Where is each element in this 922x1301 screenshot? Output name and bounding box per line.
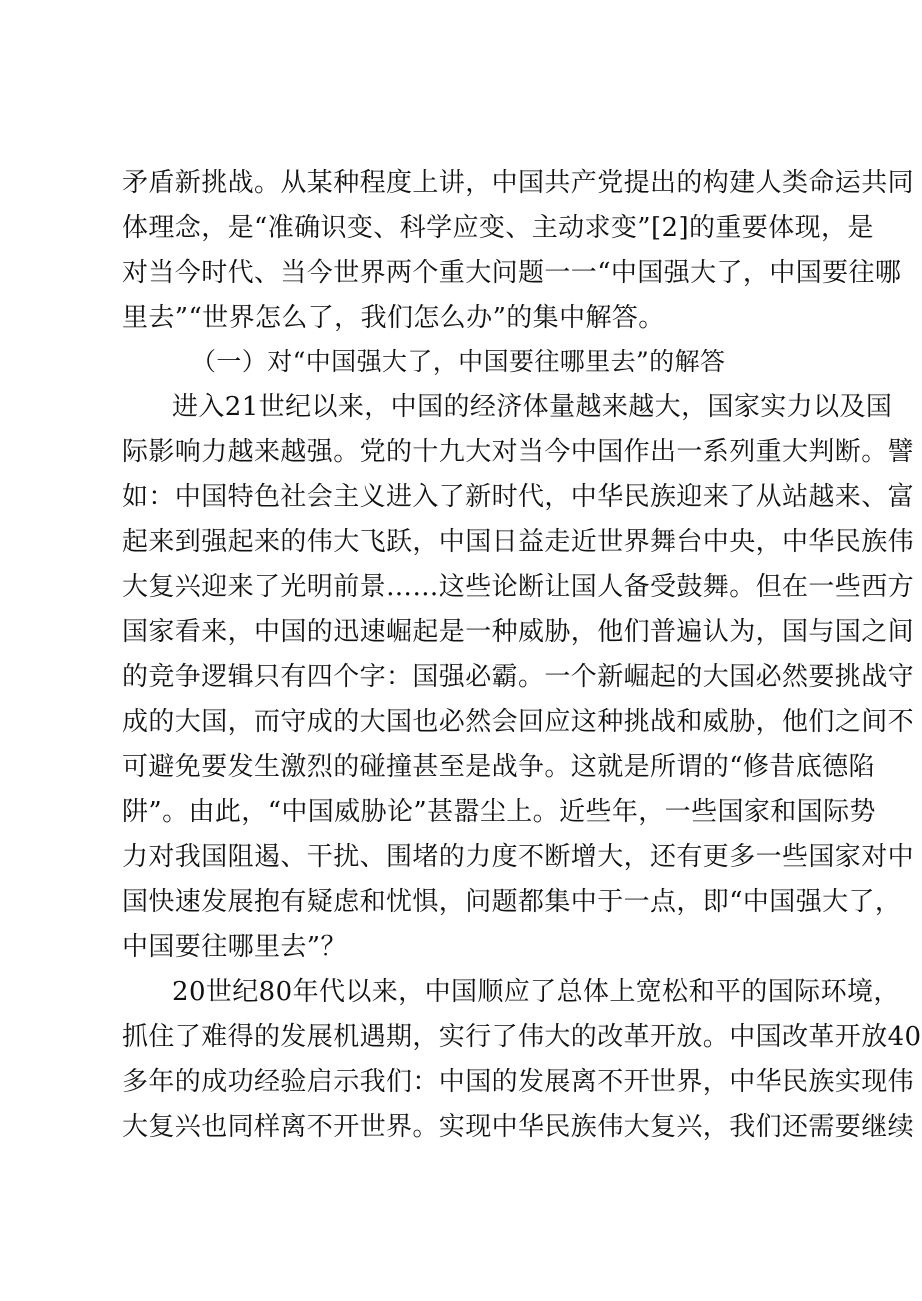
text-line-21: 多年的成功经验启示我们：中国的发展离不开世界，中华民族实现伟 <box>122 1067 915 1097</box>
text-line-20: 抓住了难得的发展机遇期，实行了伟大的改革开放。中国改革开放40 <box>122 1022 922 1052</box>
text-line-13: 成的大国，而守成的大国也必然会回应这种挑战和威胁，他们之间不 <box>122 707 915 737</box>
text-line-12: 的竞争逻辑只有四个字：国强必霸。一个新崛起的大国必然要挑战守 <box>122 662 915 692</box>
text-line-7: 际影响力越来越强。党的十九大对当今中国作出一系列重大判断。譬 <box>122 437 915 467</box>
text-line-1: 矛盾新挑战。从某种程度上讲，中国共产党提出的构建人类命运共同 <box>122 168 915 198</box>
text-line-18: 中国要往哪里去”？ <box>122 932 347 962</box>
text-line-9: 起来到强起来的伟大飞跃，中国日益走近世界舞台中央，中华民族伟 <box>122 527 915 557</box>
text-line-14: 可避免要发生激烈的碰撞甚至是战争。这就是所谓的“修昔底德陷 <box>122 752 875 782</box>
text-line-3: 对当今时代、当今世界两个重大问题一一“中国强大了，中国要往哪 <box>122 258 902 288</box>
text-line-2: 体理念，是“准确识变、科学应变、主动求变”[2]的重要体现，是 <box>122 213 874 243</box>
text-line-4: 里去”“世界怎么了，我们怎么办”的集中解答。 <box>122 303 665 333</box>
text-line-15: 阱”。由此，“中国威胁论”甚嚣尘上。近些年，一些国家和国际势 <box>122 797 876 827</box>
text-line-16: 力对我国阻遏、干扰、围堵的力度不断增大，还有更多一些国家对中 <box>122 842 915 872</box>
text-line-22: 大复兴也同样离不开世界。实现中华民族伟大复兴，我们还需要继续 <box>122 1112 915 1142</box>
text-line-11: 国家看来，中国的迅速崛起是一种威胁，他们普遍认为，国与国之间 <box>122 617 915 647</box>
section-heading: （一）对“中国强大了，中国要往哪里去”的解答 <box>191 347 726 376</box>
text-line-6: 进入21世纪以来，中国的经济体量越来越大，国家实力以及国 <box>172 392 893 422</box>
text-line-8: 如：中国特色社会主义进入了新时代，中华民族迎来了从站越来、富 <box>122 482 915 512</box>
text-line-10: 大复兴迎来了光明前景……这些论断让国人备受鼓舞。但在一些西方 <box>122 572 915 602</box>
text-line-17: 国快速发展抱有疑虑和忧惧，问题都集中于一点，即“中国强大了， <box>122 887 902 917</box>
text-line-19: 20世纪80年代以来，中国顺应了总体上宽松和平的国际环境， <box>172 977 900 1007</box>
